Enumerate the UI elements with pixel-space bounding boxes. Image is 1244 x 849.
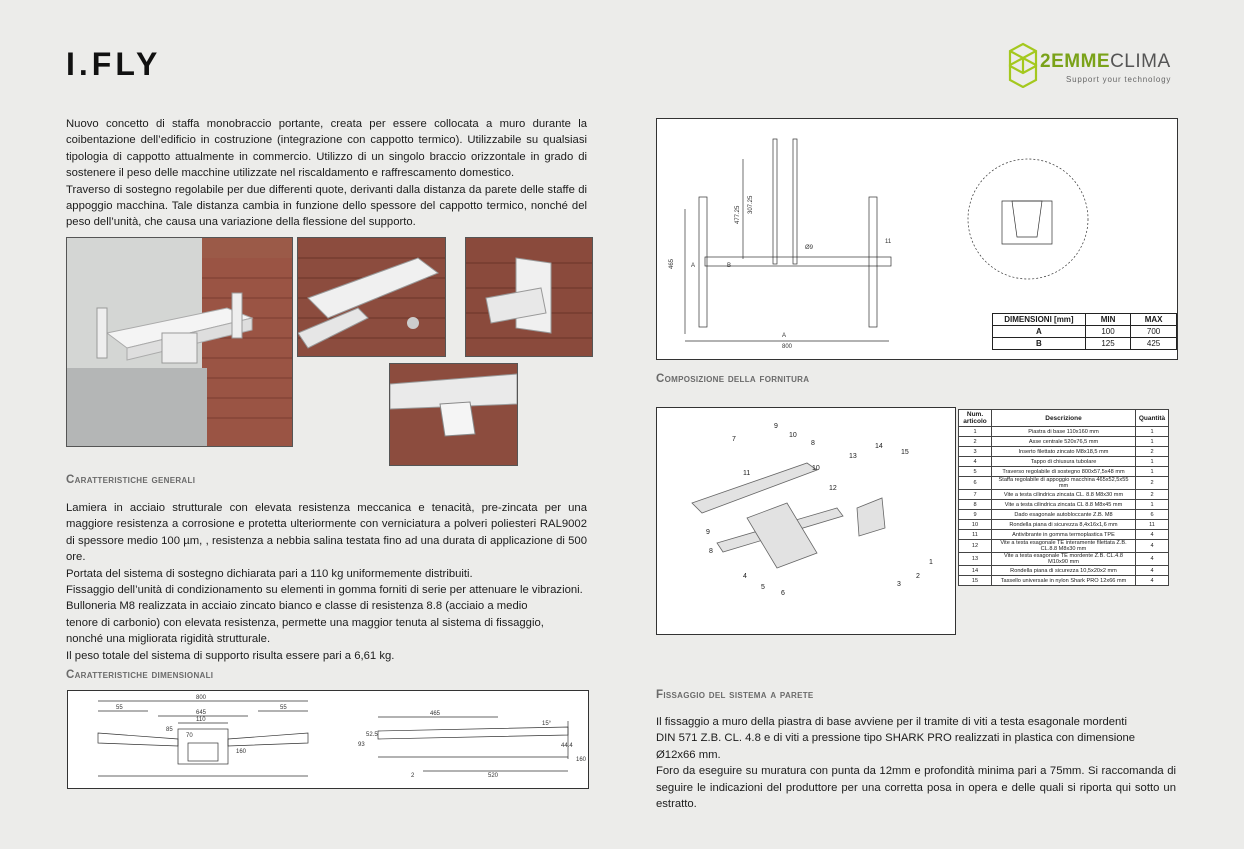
parts-header: Num. articolo — [959, 410, 992, 427]
parts-cell: 2 — [1136, 477, 1169, 490]
callout: 1 — [929, 559, 933, 566]
parts-cell: 11 — [959, 530, 992, 540]
parts-cell: Vite a testa esagonale TE interamente filettata Z.B. CL.8.8 M8x30 mm — [992, 540, 1136, 553]
parts-cell: Tassello universale in nylon Shark PRO 12x66 mm — [992, 576, 1136, 586]
dim-label: 520 — [488, 773, 499, 779]
parts-cell: 4 — [1136, 553, 1169, 566]
parts-row — [959, 566, 1169, 576]
parts-row — [959, 576, 1169, 586]
parts-cell: Vite a testa esagonale TE mordente Z.B. CL.4.8 M10x90 mm — [992, 553, 1136, 566]
callout: 8 — [811, 440, 815, 447]
parts-cell: Inserto filettato zincato M8x18,5 mm — [992, 447, 1136, 457]
general-paragraph: Portata del sistema di sostegno dichiarata pari a 110 kg uniformemente distribuiti. — [66, 567, 473, 580]
dimensions-cell: 700 — [1131, 326, 1177, 338]
callout: 10 — [812, 465, 820, 472]
parts-cell: 4 — [1136, 566, 1169, 576]
parts-cell: Piastra di base 110x160 mm — [992, 427, 1136, 437]
brand-logo-icon — [1008, 42, 1038, 88]
callout: 11 — [743, 470, 751, 477]
callout: 12 — [829, 485, 837, 492]
parts-cell: 1 — [1136, 467, 1169, 477]
drawing-label: 11 — [885, 239, 892, 245]
dimension-drawing-icon — [68, 691, 588, 788]
parts-table-wrap — [958, 409, 1169, 586]
parts-cell: Rondella piana di sicurezza 10,5x20x2 mm — [992, 566, 1136, 576]
parts-row — [959, 490, 1169, 500]
parts-cell: 4 — [1136, 540, 1169, 553]
general-heading: Caratteristiche generali — [66, 474, 196, 486]
parts-row — [959, 500, 1169, 510]
parts-cell: 12 — [959, 540, 992, 553]
parts-cell: 3 — [959, 447, 992, 457]
dim-label: 70 — [186, 733, 193, 739]
fixing-line: Il fissaggio a muro della piastra di base avviene per il tramite di viti a testa esagonale mordenti — [656, 716, 1127, 728]
parts-row — [959, 467, 1169, 477]
parts-cell: 1 — [1136, 427, 1169, 437]
parts-cell: 2 — [1136, 447, 1169, 457]
parts-cell: 1 — [1136, 457, 1169, 467]
parts-cell: 14 — [959, 566, 992, 576]
fixing-line: DIN 571 Z.B. CL. 4.8 e di viti a pressione tipo SHARK PRO realizzati in plastica con dimensione Ø12x66 mm. — [656, 732, 1136, 761]
parts-row — [959, 553, 1169, 566]
parts-row — [959, 530, 1169, 540]
parts-cell: 8 — [959, 500, 992, 510]
brand-name: 2EMMECLIMA — [1040, 51, 1171, 72]
dim-label: 15° — [542, 721, 552, 727]
dim-label: 93 — [358, 742, 365, 748]
parts-row — [959, 520, 1169, 530]
callout: 4 — [743, 573, 747, 580]
drawing-label: A — [691, 263, 696, 269]
product-photo-wall — [66, 237, 293, 447]
parts-row — [959, 437, 1169, 447]
intro-text — [66, 116, 587, 231]
callout: 7 — [732, 436, 736, 443]
parts-header: Quantità — [1136, 410, 1169, 427]
general-paragraph: Fissaggio dell’unità di condizionamento su elementi in gomma forniti di serie per attenuare le vibrazioni. — [66, 584, 583, 597]
drawing-label: A — [782, 333, 787, 339]
callout: 8 — [709, 548, 713, 555]
drawing-label: 465 — [669, 258, 675, 269]
dim-label: 110 — [196, 717, 206, 723]
parts-cell: 15 — [959, 576, 992, 586]
dim-label: 160 — [576, 757, 587, 763]
parts-cell: 13 — [959, 553, 992, 566]
callout: 3 — [897, 581, 901, 588]
parts-row — [959, 427, 1169, 437]
dim-label: 55 — [280, 705, 287, 711]
general-paragraph: Il peso totale del sistema di supporto risulta essere pari a 6,61 kg. — [66, 649, 395, 662]
drawing-label: B — [727, 263, 732, 269]
dim-label: 52.5 — [366, 732, 378, 738]
dimensions-cell: 100 — [1085, 326, 1130, 338]
intro-paragraph: Traverso di sostegno regolabile per due differenti quote, derivanti dalla distanza da parete delle staffe di appoggio macchina. Tale distanza cambia in funzione dello spessore del cappotto termico, nonché del peso dell’unità, che causa una variazione della flessione del supporto. — [66, 183, 587, 229]
parts-cell: 1 — [1136, 437, 1169, 447]
drawing-label: 477.25 — [735, 205, 741, 224]
callout: 9 — [774, 423, 778, 430]
dim-label: 85 — [166, 727, 173, 733]
parts-cell: Vite a testa cilindrica zincata CL 8.8 M8x45 mm — [992, 500, 1136, 510]
product-photo-detail-2 — [465, 237, 593, 357]
callout: 13 — [849, 453, 857, 460]
dimensions-header: MIN — [1085, 314, 1130, 326]
parts-cell: 6 — [1136, 510, 1169, 520]
dim-label: 44.4 — [561, 743, 573, 749]
end-cap-icon — [390, 364, 517, 465]
exploded-view — [656, 407, 956, 635]
fixing-line: Foro da eseguire su muratura con punta da 12mm e profondità minima pari a 75mm. Si raccomanda di seguire le indicazioni del produttore per una corretta posa in opera e delle quali si riporta qui sotto un estratto. — [656, 765, 1176, 811]
parts-row — [959, 477, 1169, 490]
parts-cell: 6 — [959, 477, 992, 490]
parts-cell: 2 — [1136, 490, 1169, 500]
general-text — [66, 500, 587, 664]
technical-drawing — [656, 118, 1178, 360]
dim-label: 160 — [236, 749, 247, 755]
parts-row — [959, 540, 1169, 553]
exploded-view-icon — [657, 408, 955, 634]
callout: 2 — [916, 573, 920, 580]
dimensions-cell: A — [993, 326, 1086, 338]
drawing-label: 307.25 — [748, 195, 754, 214]
general-paragraph: Lamiera in acciaio strutturale con elevata resistenza meccanica e tenacità, pre-zincata per una maggiore resistenza a corrosione e protetta ulteriormente con verniciatura a polveri poliesteri RAL9002 di spessore medio 100 µm, , resistenza a nebbia salina testata fino ad una durata di applicazione di 500 ore. — [66, 502, 587, 564]
parts-cell: Vite a testa cilindrica zincata CL. 8.8 M8x30 mm — [992, 490, 1136, 500]
parts-cell: Tappo di chiusura tubolare — [992, 457, 1136, 467]
parts-cell: 5 — [959, 467, 992, 477]
intro-paragraph: Nuovo concetto di staffa monobraccio portante, creata per essere collocata a muro durante la coibentazione dell’edificio in costruzione (integrazione con cappotto termico). Utilizzabile su qualsiasi tipologia di cappotto attualmente in commercio. Utilizzo di un singolo braccio orizzontale in grado di sostenere il peso delle macchine utilizzate nel riscaldamento e raffrescamento domestico. — [66, 118, 587, 180]
parts-cell: Staffa regolabile di appoggio macchina 465x52,5x55 mm — [992, 477, 1136, 490]
parts-cell: 11 — [1136, 520, 1169, 530]
dim-label: 2 — [411, 773, 415, 779]
parts-row — [959, 447, 1169, 457]
brand-tagline: Support your technology — [1066, 75, 1172, 84]
parts-cell: 1 — [1136, 500, 1169, 510]
callout: 10 — [789, 432, 797, 439]
parts-cell: Antivibrante in gomma termoplastica TPE — [992, 530, 1136, 540]
dimensions-header: MAX — [1131, 314, 1177, 326]
parts-cell: Traverso regolabile di sostegno 800x57,5x48 mm — [992, 467, 1136, 477]
dimensions-table — [992, 313, 1177, 350]
parts-cell: 9 — [959, 510, 992, 520]
parts-cell: 1 — [959, 427, 992, 437]
dim-label: 465 — [430, 711, 441, 717]
drawing-label: 800 — [782, 344, 793, 350]
parts-row — [959, 457, 1169, 467]
parts-table — [958, 409, 1169, 586]
dimensions-cell: 125 — [1085, 338, 1130, 350]
bracket-render-icon — [67, 238, 292, 446]
general-paragraph: Bulloneria M8 realizzata in acciaio zincato bianco e classe di resistenza 8.8 (acciaio a medio tenore di carbonio) con elevata resistenza, permette una maggior tenuta al sistema di fissaggio, nonché una migliorata rigidità strutturale. — [66, 600, 544, 646]
composition-heading: Composizione della fornitura — [656, 373, 810, 385]
parts-cell: 7 — [959, 490, 992, 500]
fixing-heading: Fissaggio del sistema a parete — [656, 689, 814, 701]
dimensional-heading: Caratteristiche dimensionali — [66, 669, 214, 681]
product-photo-detail-3 — [389, 363, 518, 466]
parts-cell: 2 — [959, 437, 992, 447]
drawing-label: Ø9 — [805, 245, 814, 251]
callout: 5 — [761, 584, 765, 591]
dim-label: 645 — [196, 710, 207, 716]
bracket-detail-icon — [298, 238, 445, 356]
parts-header: Descrizione — [992, 410, 1136, 427]
dimensions-cell: B — [993, 338, 1086, 350]
parts-cell: Asse centrale 520x76,5 mm — [992, 437, 1136, 447]
dimensional-drawing — [67, 690, 589, 789]
product-photo-detail-1 — [297, 237, 446, 357]
page-title: I.FLY — [66, 46, 162, 82]
callout: 6 — [781, 590, 785, 597]
fixing-text — [656, 714, 1176, 812]
parts-row — [959, 510, 1169, 520]
dim-label: 55 — [116, 705, 123, 711]
parts-cell: Dado esagonale autobloccante Z.B. M8 — [992, 510, 1136, 520]
callout: 15 — [901, 449, 909, 456]
parts-cell: Rondella piana di sicurezza 8,4x16x1,6 mm — [992, 520, 1136, 530]
callout: 9 — [706, 529, 710, 536]
callout: 14 — [875, 443, 883, 450]
dim-label: 800 — [196, 695, 207, 701]
parts-cell: 4 — [1136, 530, 1169, 540]
dimensions-header: DIMENSIONI [mm] — [993, 314, 1086, 326]
parts-cell: 4 — [959, 457, 992, 467]
dimensions-cell: 425 — [1131, 338, 1177, 350]
base-plate-icon — [466, 238, 592, 356]
parts-cell: 4 — [1136, 576, 1169, 586]
parts-cell: 10 — [959, 520, 992, 530]
